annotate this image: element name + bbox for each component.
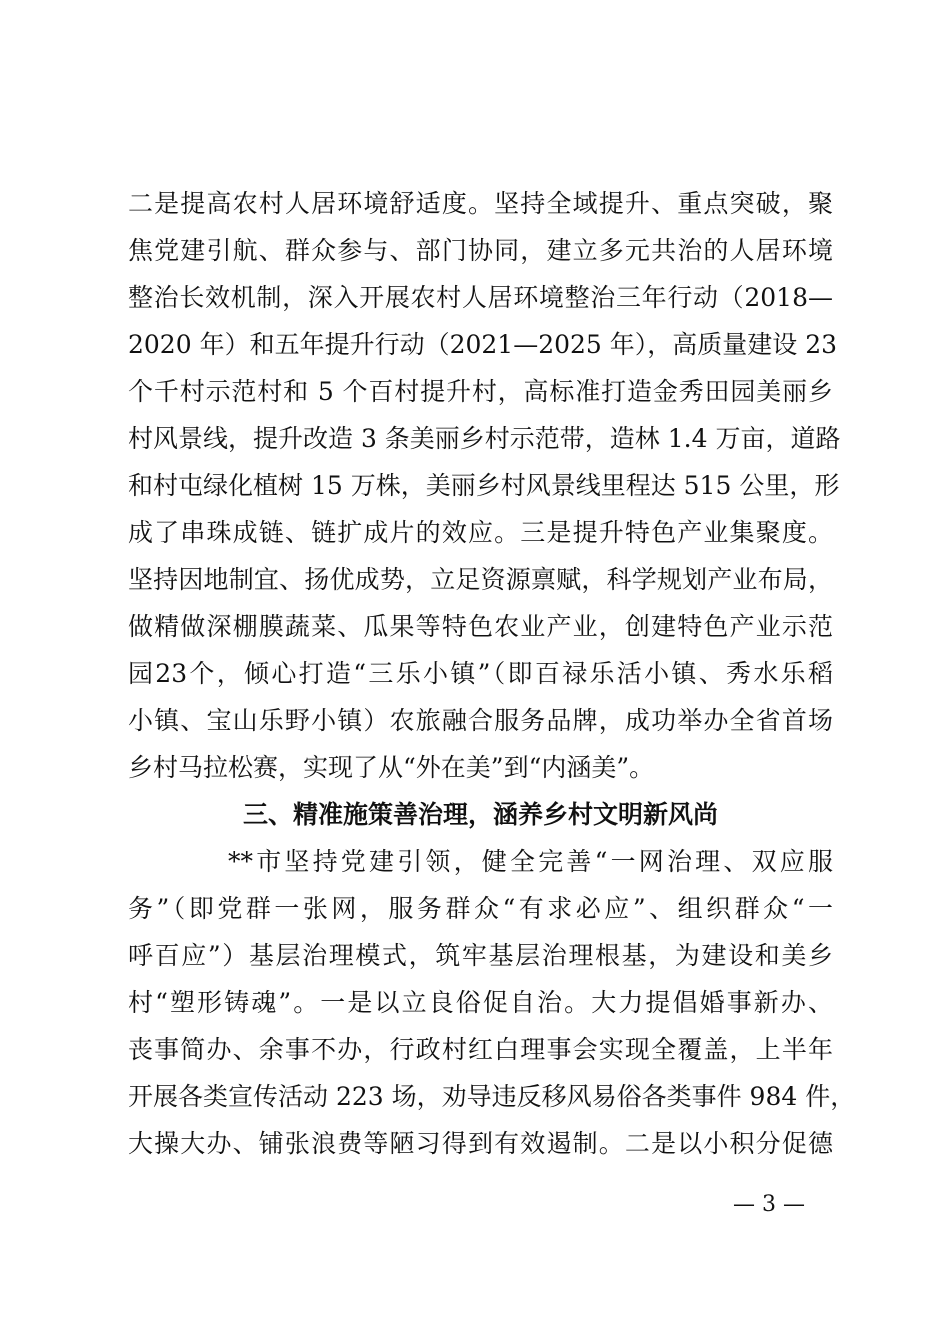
paragraph-1-line-8: 成了串珠成链、链扩成片的效应。三是提升特色产业集聚度。 [128,518,833,547]
paragraph-2-line-5: 丧事简办、余事不办，行政村红白理事会实现全覆盖，上半年 [128,1035,833,1064]
section-heading: 三、精准施策善治理，涵养乡村文明新风尚 [242,800,718,829]
paragraph-1-line-2: 焦党建引航、群众参与、部门协同，建立多元共治的人居环境 [128,236,833,265]
paragraph-1-line-3: 整治长效机制，深入开展农村人居环境整治三年行动（2018— [128,283,833,312]
paragraph-1-line-13: 乡村马拉松赛，实现了从“外在美”到“内涵美”。 [128,753,655,782]
paragraph-2-line-2: 务”（即党群一张网，服务群众“有求必应”、组织群众“一 [128,894,833,923]
page-number: — 3 — [733,1192,805,1217]
paragraph-1-line-7: 和村屯绿化植树 15 万株，美丽乡村风景线里程达 515 公里，形 [128,471,840,500]
paragraph-1-line-4: 2020 年）和五年提升行动（2021—2025 年），高质量建设 23 [128,330,838,359]
paragraph-1-line-11: 园23个，倾心打造“三乐小镇”（即百禄乐活小镇、秀水乐稻 [128,659,833,688]
paragraph-1-line-5: 个千村示范村和 5 个百村提升村，高标准打造金秀田园美丽乡 [128,377,833,406]
paragraph-2-line-4: 村“塑形铸魂”。一是以立良俗促自治。大力提倡婚事新办、 [128,988,833,1017]
paragraph-2-line-1: **市坚持党建引领，健全完善“一网治理、双应服 [228,847,833,876]
paragraph-2-line-3: 呼百应”）基层治理模式，筑牢基层治理根基，为建设和美乡 [128,941,833,970]
paragraph-2-line-7: 大操大办、铺张浪费等陋习得到有效遏制。二是以小积分促德 [128,1129,833,1158]
paragraph-1-line-9: 坚持因地制宜、扬优成势，立足资源禀赋，科学规划产业布局， [128,565,833,594]
paragraph-1-line-10: 做精做深棚膜蔬菜、瓜果等特色农业产业，创建特色产业示范 [128,612,833,641]
paragraph-1-line-1: 二是提高农村人居环境舒适度。坚持全域提升、重点突破，聚 [128,189,833,218]
paragraph-1-line-12: 小镇、宝山乐野小镇）农旅融合服务品牌，成功举办全省首场 [128,706,833,735]
paragraph-1-line-6: 村风景线，提升改造 3 条美丽乡村示范带，造林 1.4 万亩，道路 [128,424,841,453]
paragraph-2-line-6: 开展各类宣传活动 223 场，劝导违反移风易俗各类事件 984 件， [128,1082,856,1111]
